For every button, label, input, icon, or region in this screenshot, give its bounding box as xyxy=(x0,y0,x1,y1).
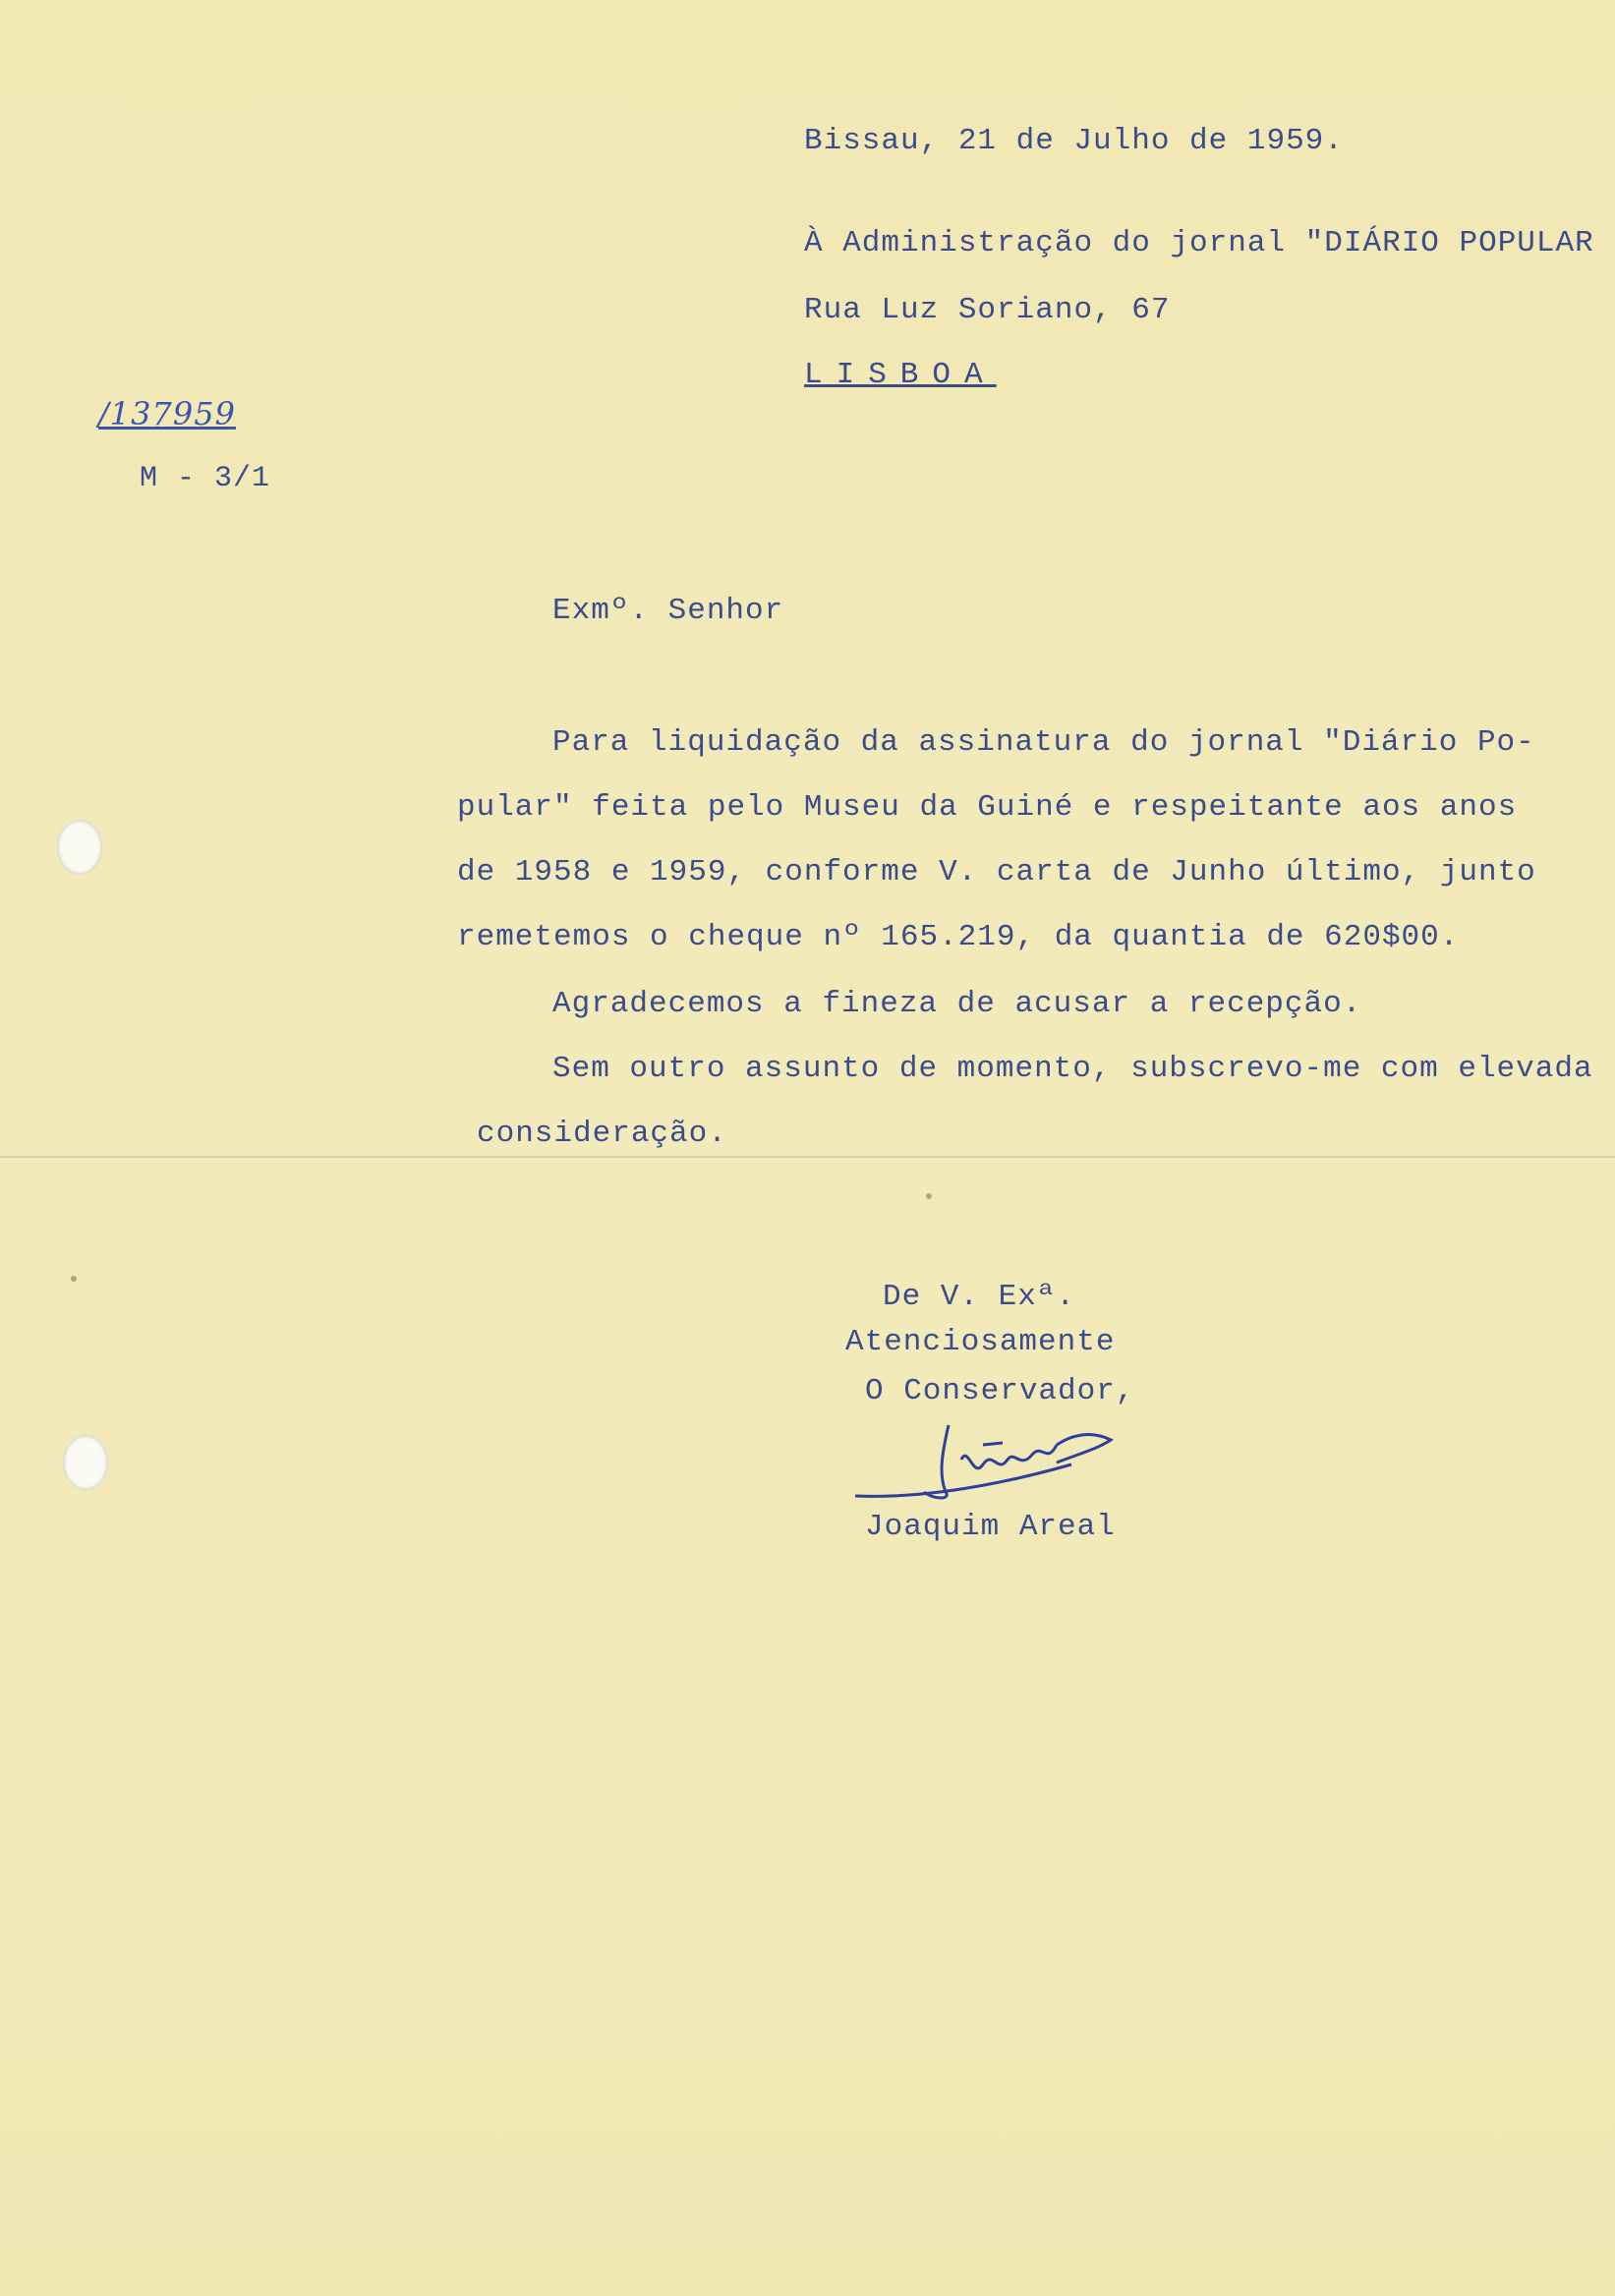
file-code: M - 3/1 xyxy=(140,462,271,495)
closing-line-1: De V. Exª. xyxy=(883,1280,1076,1314)
body-line: de 1958 e 1959, conforme V. carta de Junho último, junto xyxy=(457,855,1536,890)
paper-speck xyxy=(926,1193,932,1199)
body-line: Para liquidação da assinatura do jornal "Diário Po- xyxy=(552,725,1535,760)
recipient-line-1: À Administração do jornal "DIÁRIO POPULAR xyxy=(804,226,1594,260)
salutation: Exmº. Senhor xyxy=(552,594,784,628)
body-line: pular" feita pelo Museu da Guiné e respeitante aos anos xyxy=(457,790,1518,825)
body-line: consideração. xyxy=(477,1117,727,1151)
handwritten-signature xyxy=(845,1406,1140,1514)
date-line: Bissau, 21 de Julho de 1959. xyxy=(804,124,1344,158)
punch-hole-bottom xyxy=(63,1435,108,1490)
body-line: remetemos o cheque nº 165.219, da quantia de 620$00. xyxy=(457,920,1460,954)
punch-hole-top xyxy=(57,820,102,875)
recipient-line-2: Rua Luz Soriano, 67 xyxy=(804,293,1171,327)
page-fold xyxy=(0,1156,1615,1158)
paper-speck xyxy=(71,1276,77,1282)
body-line: Sem outro assunto de momento, subscrevo-me com elevada xyxy=(552,1052,1593,1086)
closing-line-3: O Conservador, xyxy=(865,1374,1135,1408)
reference-number: /137959 xyxy=(98,395,236,432)
body-line: Agradecemos a fineza de acusar a recepção. xyxy=(552,987,1362,1021)
closing-line-2: Atenciosamente xyxy=(845,1325,1116,1359)
recipient-city: LISBOA xyxy=(804,358,997,392)
signer-name: Joaquim Areal xyxy=(865,1510,1116,1544)
